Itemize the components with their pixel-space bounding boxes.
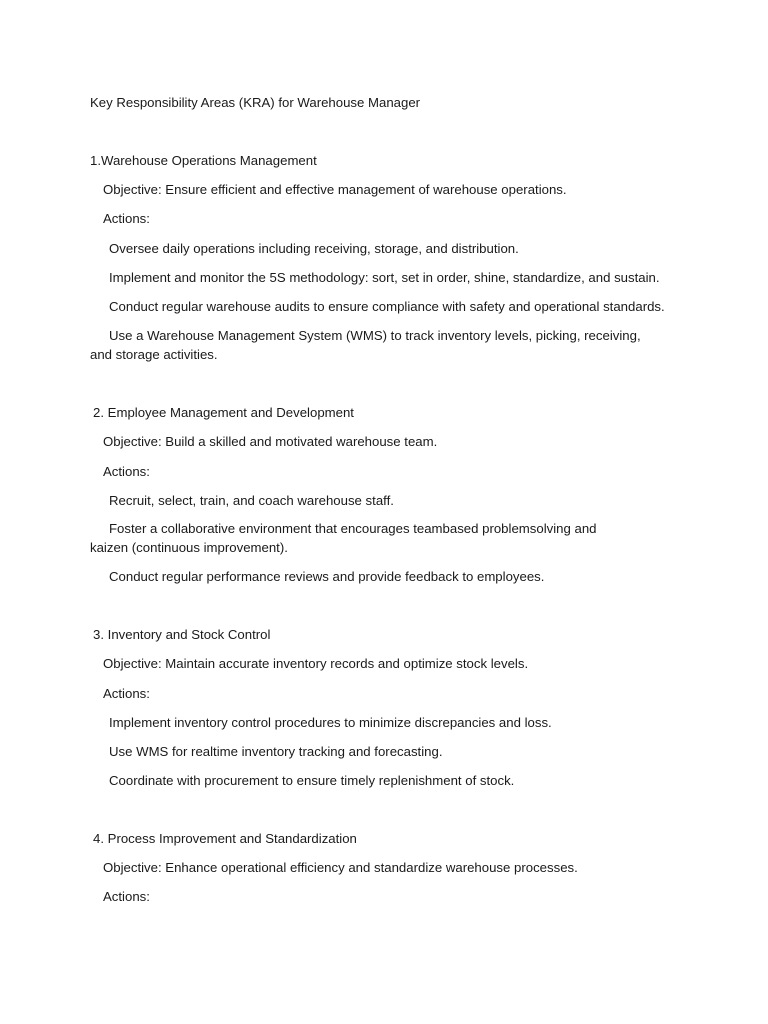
section-objective: Objective: Ensure efficient and effective management of warehouse operations. — [103, 182, 567, 197]
action-item: Conduct regular warehouse audits to ensure compliance with safety and operational standards. — [109, 299, 665, 314]
section-heading: 2. Employee Management and Development — [93, 405, 354, 420]
action-item: Implement inventory control procedures to minimize discrepancies and loss. — [109, 715, 552, 730]
section-objective: Objective: Maintain accurate inventory records and optimize stock levels. — [103, 656, 529, 671]
action-item: Use a Warehouse Management System (WMS) to track inventory levels, picking, receiving, and storage activities. — [90, 328, 641, 362]
actions-label: Actions: — [103, 889, 150, 904]
action-item: Foster a collaborative environment that encourages teambased problemsolving and kaizen (continuous improvement). — [90, 521, 597, 555]
action-item: Recruit, select, train, and coach warehouse staff. — [109, 493, 394, 508]
section-heading: 4. Process Improvement and Standardization — [93, 831, 357, 846]
section-objective: Objective: Enhance operational efficiency and standardize warehouse processes. — [103, 860, 578, 875]
action-item: Oversee daily operations including receiving, storage, and distribution. — [109, 241, 519, 256]
section-objective: Objective: Build a skilled and motivated warehouse team. — [103, 434, 438, 449]
action-item: Coordinate with procurement to ensure timely replenishment of stock. — [109, 773, 515, 788]
section-heading: 1.Warehouse Operations Management — [90, 153, 317, 168]
actions-label: Actions: — [103, 464, 150, 479]
action-item: Conduct regular performance reviews and provide feedback to employees. — [109, 569, 545, 584]
section-heading: 3. Inventory and Stock Control — [93, 627, 271, 642]
action-item: Use WMS for realtime inventory tracking and forecasting. — [109, 744, 443, 759]
actions-label: Actions: — [103, 211, 150, 226]
actions-label: Actions: — [103, 686, 150, 701]
action-item: Implement and monitor the 5S methodology: sort, set in order, shine, standardize, and sustain. — [109, 270, 660, 285]
document-title: Key Responsibility Areas (KRA) for Warehouse Manager — [90, 95, 421, 110]
